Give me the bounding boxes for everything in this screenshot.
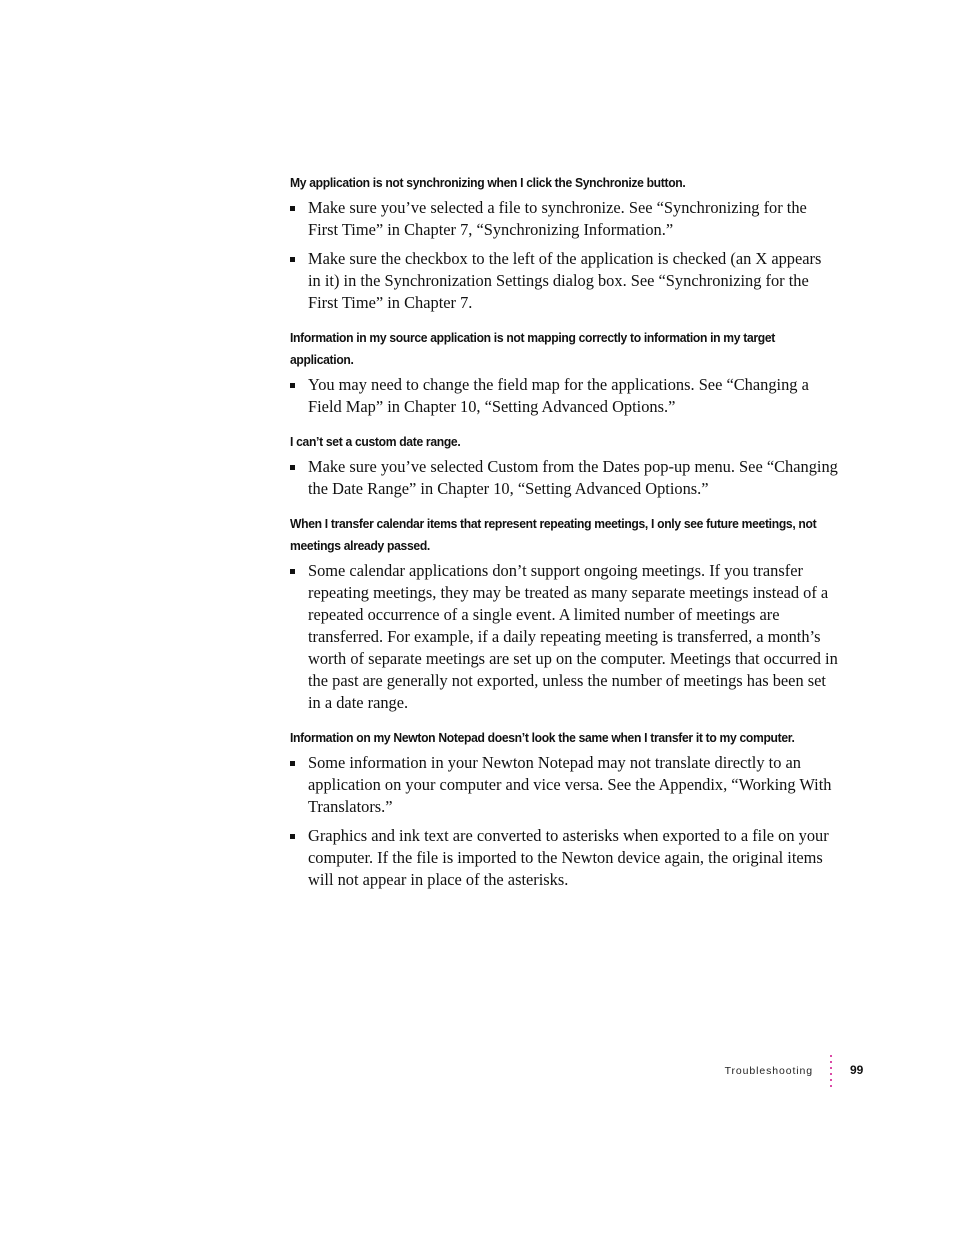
section-heading: Information on my Newton Notepad doesn’t look the same when I transfer it to my computer.: [290, 730, 795, 745]
bullet-square-icon: [290, 761, 295, 766]
list-item: [290, 560, 838, 714]
list-item: [290, 456, 838, 500]
list-item-text: Some information in your Newton Notepad may not translate directly to an application on your computer and vice versa. See the Appendix, “Working With Translators.”: [308, 753, 832, 816]
list-item-text: Graphics and ink text are converted to asterisks when exported to a file on your computer. If the file is imported to the Newton device again, the original items will not appear in place of the asterisks.: [308, 826, 829, 889]
section-heading: When I transfer calendar items that represent repeating meetings, I only see future meetings, not meetings already passed.: [290, 516, 817, 553]
running-footer-label: Troubleshooting: [724, 1065, 813, 1077]
list-item-text: Make sure the checkbox to the left of the application is checked (an X appears in it) in the Synchronization Settings dialog box. See “Synchronizing for the First Time” in Chapter 7.: [308, 249, 822, 312]
section-heading: I can’t set a custom date range.: [290, 434, 461, 449]
list-item: [290, 825, 838, 891]
section-heading: Information in my source application is not mapping correctly to information in my target application.: [290, 330, 776, 367]
page-number: 99: [850, 1063, 864, 1077]
list-item-text: Some calendar applications don’t support ongoing meetings. If you transfer repeating meetings, they may be treated as many separate meetings instead of a repeated occurrence of a single event. A limited number of meetings are transferred. For example, if a daily repeating meeting is transferred, a month’s worth of separate meetings are set up on the computer. Meetings that occurred in the past are generally not exported, unless the number of meetings has been set in a date range.: [308, 561, 838, 712]
list-item-text: Make sure you’ve selected Custom from the Dates pop-up menu. See “Changing the Date Range” in Chapter 10, “Setting Advanced Options.”: [308, 457, 838, 498]
list-item: [290, 752, 838, 818]
list-item-text: You may need to change the field map for the applications. See “Changing a Field Map” in Chapter 10, “Setting Advanced Options.”: [308, 375, 809, 416]
dotted-divider-icon: [830, 1055, 833, 1093]
bullet-square-icon: [290, 465, 295, 470]
page-body: [290, 172, 838, 898]
section-heading: My application is not synchronizing when I click the Synchronize button.: [290, 175, 686, 190]
bullet-square-icon: [290, 834, 295, 839]
list-item-text: Make sure you’ve selected a file to synchronize. See “Synchronizing for the First Time” in Chapter 7, “Synchronizing Information.”: [308, 198, 807, 239]
bullet-square-icon: [290, 383, 295, 388]
list-item: [290, 197, 838, 241]
list-item: [290, 374, 838, 418]
list-item: [290, 248, 838, 314]
bullet-square-icon: [290, 257, 295, 262]
bullet-square-icon: [290, 569, 295, 574]
bullet-square-icon: [290, 206, 295, 211]
